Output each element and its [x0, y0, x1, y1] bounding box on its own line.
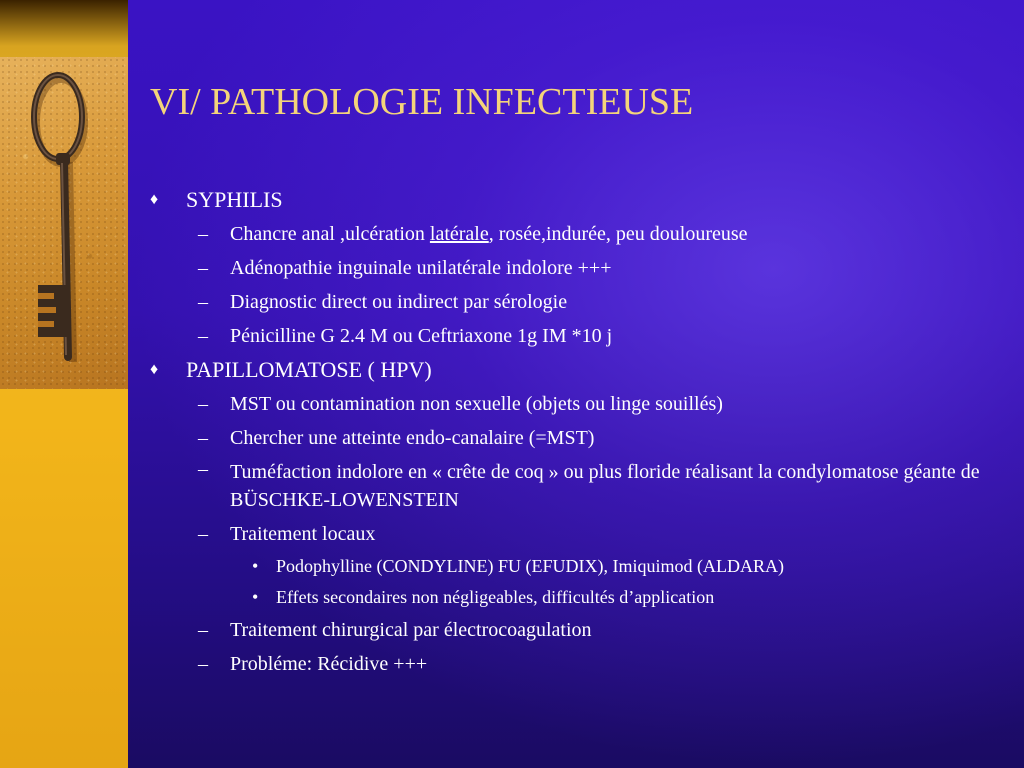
sub-list-item [150, 582, 1010, 613]
sub-list-item-text: Effets secondaires non négligeables, difficultés d’application [276, 587, 715, 607]
list-item [150, 387, 1010, 421]
slide-panel [128, 0, 1024, 768]
list-item [150, 455, 1010, 517]
dash-bullet-icon: – [198, 619, 208, 641]
section-heading-papillomatose [150, 353, 1010, 387]
dash-bullet-icon: – [198, 458, 208, 480]
list-item-text: Traitement locaux [230, 523, 376, 545]
dot-bullet-icon: • [252, 556, 259, 576]
section-heading-syphilis [150, 183, 1010, 217]
underlined-text: latérale [429, 223, 489, 245]
list-item-text: Chercher une atteinte endo-canalaire (=MST) [230, 427, 595, 449]
list-item [150, 319, 1010, 353]
section-heading-text: PAPILLOMATOSE ( HPV) [186, 357, 432, 382]
list-item-text: Traitement chirurgical par électrocoagulation [230, 619, 592, 641]
list-item [150, 285, 1010, 319]
list-item [150, 517, 1010, 551]
slide-content [150, 183, 1010, 681]
list-item-text: Pénicilline G 2.4 M ou Ceftriaxone 1g IM *10 j [230, 325, 613, 347]
dash-bullet-icon: – [198, 223, 208, 245]
key-icon [0, 57, 128, 389]
dash-bullet-icon: – [198, 653, 208, 675]
list-item-text-start: Chancre anal ,ulcération [230, 223, 430, 245]
dash-bullet-icon: – [198, 325, 208, 347]
dash-bullet-icon: – [198, 291, 208, 313]
list-item-text-end: , rosée,indurée, peu douloureuse [488, 223, 748, 245]
dash-bullet-icon: – [198, 257, 208, 279]
dash-bullet-icon: – [198, 523, 208, 545]
sub-list-item-text: Podophylline (CONDYLINE) FU (EFUDIX), Imiquimod (ALDARA) [276, 556, 784, 576]
list-item [150, 421, 1010, 455]
list-item-text: Probléme: Récidive +++ [230, 653, 428, 675]
list-item [150, 613, 1010, 647]
sub-list-item [150, 551, 1010, 582]
list-item-text: Tuméfaction indolore en « crête de coq » ou plus floride réalisant la condylomatose géante de BÜSCHKE-LOWENSTEIN [230, 461, 980, 511]
diamond-bullet-icon: ♦ [150, 361, 159, 378]
list-item [150, 251, 1010, 285]
key-image [0, 57, 128, 389]
list-item-text: Diagnostic direct ou indirect par sérologie [230, 291, 568, 313]
dash-bullet-icon: – [198, 393, 208, 415]
list-item-text: MST ou contamination non sexuelle (objets ou linge souillés) [230, 393, 723, 415]
dot-bullet-icon: • [252, 587, 259, 607]
slide-title: VI/ PATHOLOGIE INFECTIEUSE [150, 81, 694, 123]
list-item [150, 217, 1010, 251]
diamond-bullet-icon: ♦ [150, 191, 159, 208]
list-item [150, 647, 1010, 681]
dash-bullet-icon: – [198, 427, 208, 449]
section-heading-text: SYPHILIS [186, 187, 283, 212]
list-item-text: Adénopathie inguinale unilatérale indolore +++ [230, 257, 612, 279]
